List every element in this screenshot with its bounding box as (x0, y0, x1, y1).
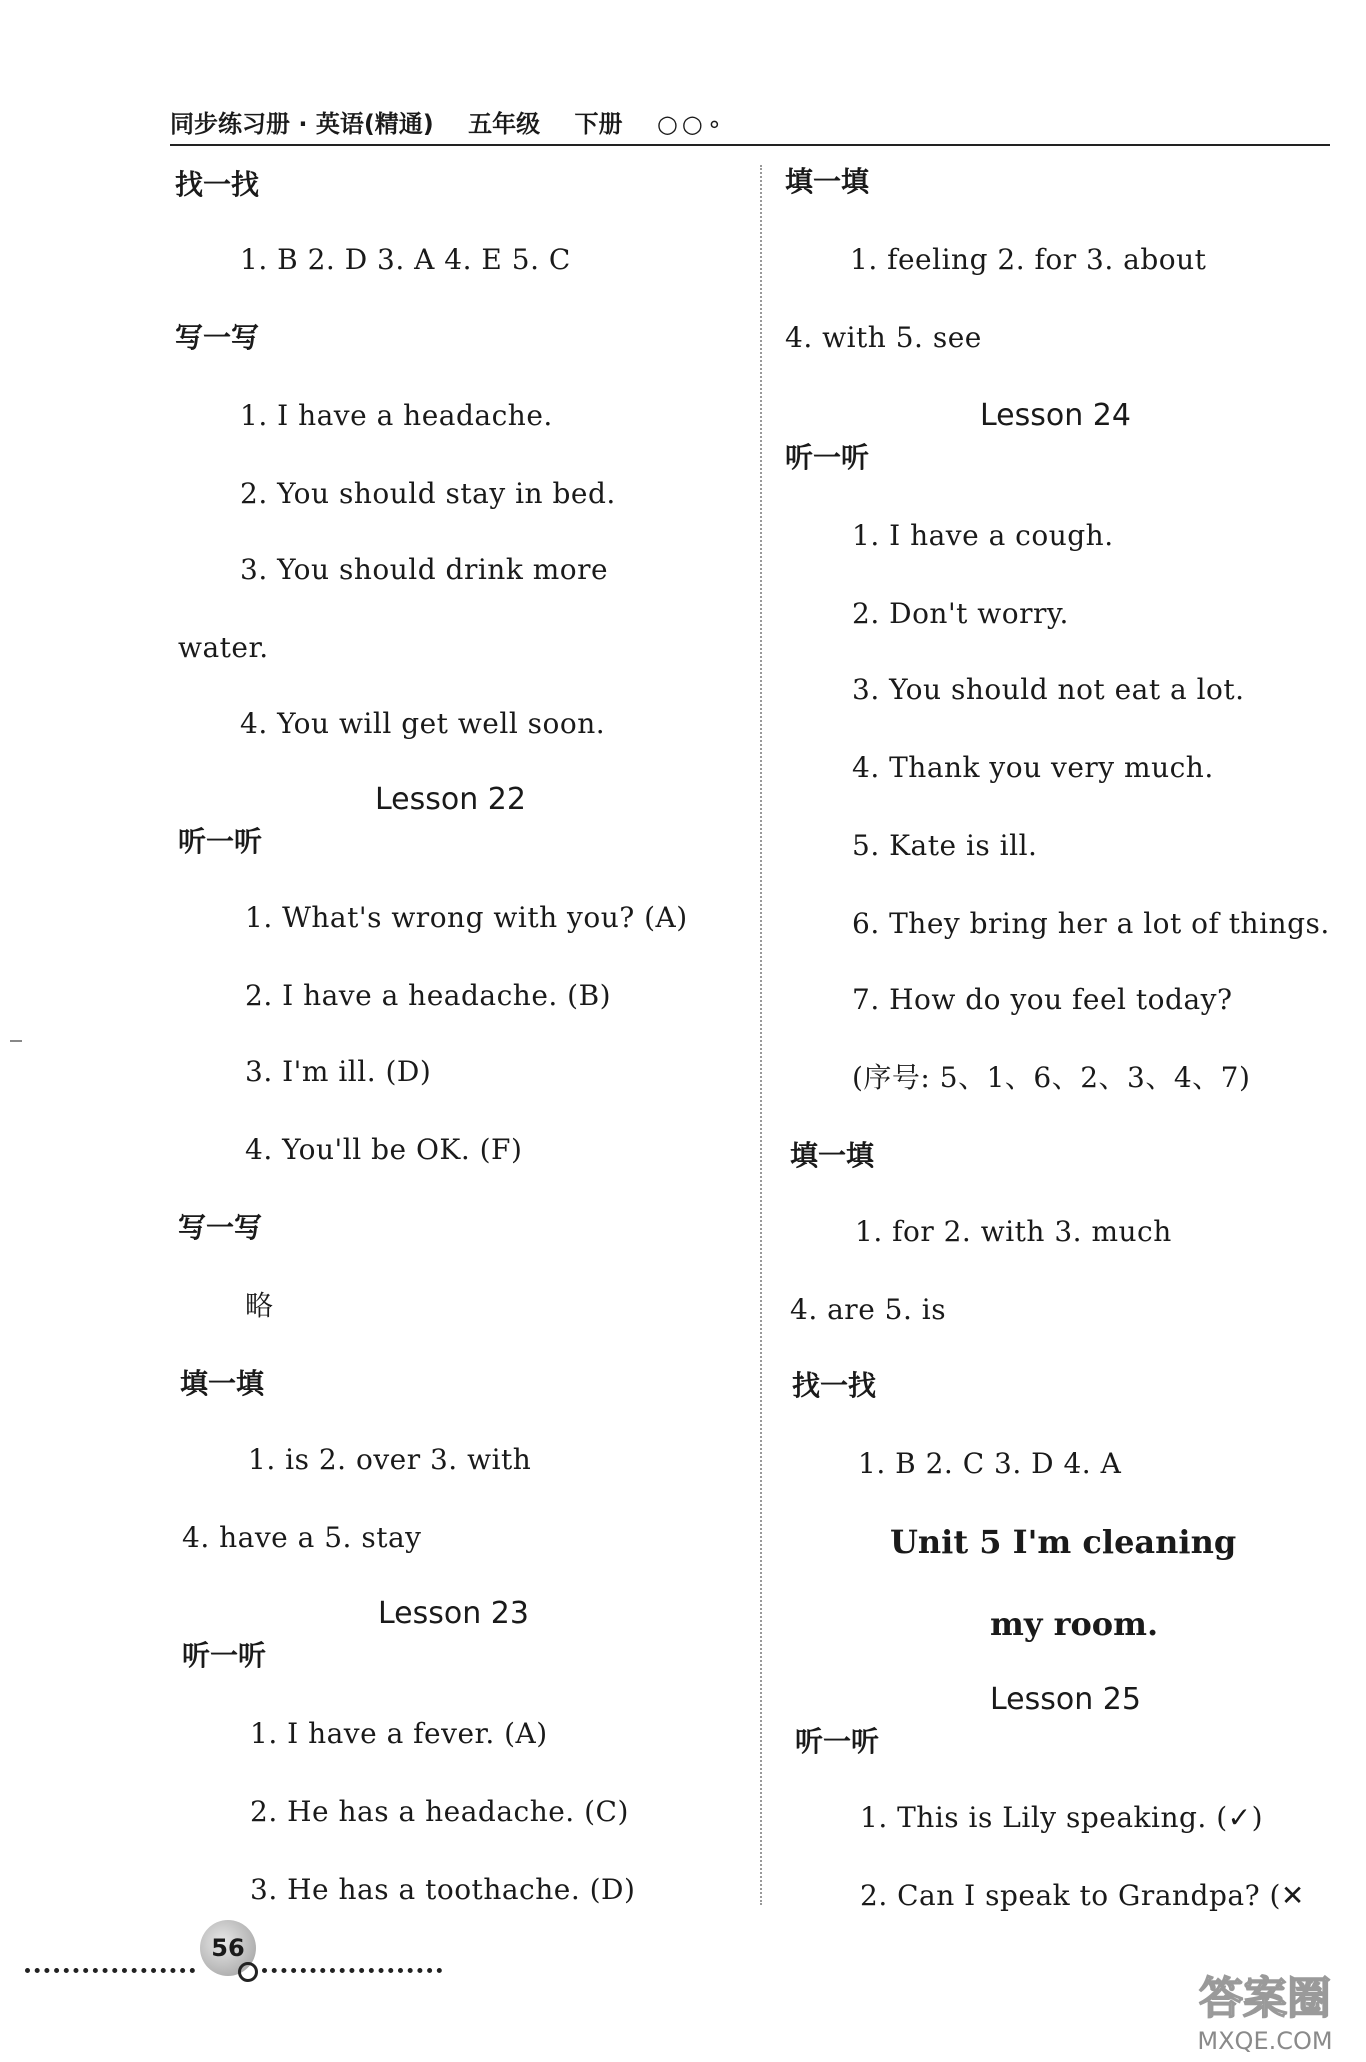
unit-title: Unit 5 I'm cleaning (890, 1523, 1237, 1561)
svg-text:MXQE.COM: MXQE.COM (1197, 2027, 1333, 2055)
answer-line: 5. Kate is ill. (852, 829, 1038, 862)
answer-line: 7. How do you feel today? (852, 983, 1233, 1016)
answer-line: 1. What's wrong with you? (A) (245, 901, 688, 934)
answer-line: water. (178, 631, 269, 664)
answer-line: 2. Can I speak to Grandpa? (✕ (860, 1879, 1305, 1912)
answer-line: 4. You will get well soon. (240, 707, 606, 740)
answer-line: 2. I have a headache. (B) (245, 979, 612, 1012)
answer-line: 1. I have a cough. (852, 519, 1114, 552)
page-header (170, 108, 1330, 146)
section-heading: 写一写 (175, 321, 260, 354)
lesson-title: Lesson 23 (378, 1596, 529, 1631)
answer-line: 4. You'll be OK. (F) (245, 1133, 523, 1166)
watermark-logo (1170, 1965, 1360, 2055)
answer-line: 4. have a 5. stay (182, 1521, 422, 1554)
section-heading: 填一填 (790, 1139, 875, 1172)
grade-label: 五年级 (468, 110, 541, 138)
lesson-title: Lesson 22 (375, 782, 526, 817)
answer-line: 2. He has a headache. (C) (250, 1795, 629, 1828)
lesson-title: Lesson 24 (980, 398, 1131, 433)
answer-line: 1. I have a headache. (240, 399, 553, 432)
lesson-title: Lesson 25 (990, 1682, 1141, 1717)
answer-line: 略 (245, 1289, 274, 1322)
answer-line: 1. feeling 2. for 3. about (850, 243, 1207, 276)
section-heading: 听一听 (795, 1725, 880, 1758)
section-heading: 听一听 (178, 825, 263, 858)
page-number-badge: 56 (200, 1920, 256, 1976)
answer-line: 3. You should not eat a lot. (852, 673, 1245, 706)
answer-line: 3. I'm ill. (D) (245, 1055, 432, 1088)
section-heading: 找一找 (792, 1369, 877, 1402)
answer-line: 4. are 5. is (790, 1293, 947, 1326)
column-divider (760, 165, 762, 1905)
answer-line: 3. You should drink more (240, 553, 609, 586)
answer-line: 1. for 2. with 3. much (855, 1215, 1172, 1248)
section-heading: 听一听 (182, 1639, 267, 1672)
answer-line: 4. with 5. see (785, 321, 982, 354)
answer-line: (序号: 5、1、6、2、3、4、7) (852, 1061, 1251, 1094)
book-title: 同步练习册 · 英语(精通) (170, 110, 434, 138)
volume-label: 下册 (574, 110, 623, 138)
section-heading: 找一找 (175, 168, 260, 201)
section-heading: 听一听 (785, 441, 870, 474)
answer-line: 2. Don't worry. (852, 597, 1069, 630)
margin-mark (10, 1040, 22, 1042)
answer-line: 1. B 2. D 3. A 4. E 5. C (240, 243, 571, 276)
answer-line: 4. Thank you very much. (852, 751, 1214, 784)
answer-line: 2. You should stay in bed. (240, 477, 616, 510)
section-heading: 填一填 (180, 1367, 265, 1400)
answer-line: 1. I have a fever. (A) (250, 1717, 548, 1750)
answer-line: 1. is 2. over 3. with (248, 1443, 532, 1476)
svg-text:答案圈: 答案圈 (1199, 1973, 1331, 2024)
footer-dotted-rule (262, 1968, 442, 1973)
answer-line: 1. B 2. C 3. D 4. A (858, 1447, 1122, 1480)
unit-title: my room. (990, 1605, 1159, 1643)
section-heading: 写一写 (178, 1211, 263, 1244)
header-dots: ○○∘ (656, 110, 726, 138)
section-heading: 填一填 (785, 165, 870, 198)
page-ring-icon (238, 1962, 258, 1982)
answer-line: 1. This is Lily speaking. (✓) (860, 1801, 1264, 1834)
answer-line: 6. They bring her a lot of things. (852, 907, 1330, 940)
footer-dotted-rule (25, 1968, 195, 1973)
answer-line: 3. He has a toothache. (D) (250, 1873, 636, 1906)
